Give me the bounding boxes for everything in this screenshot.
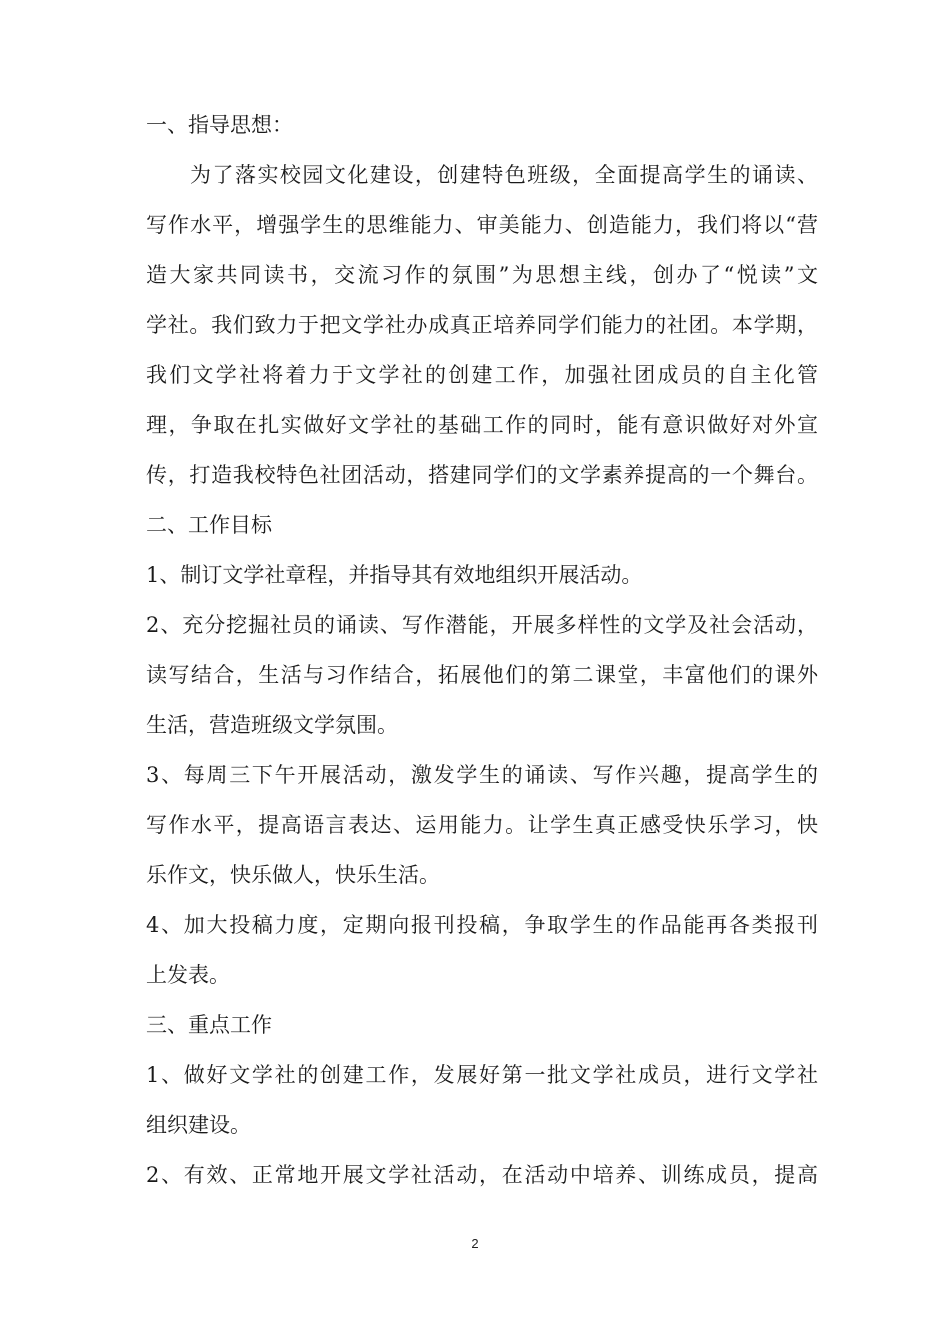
text-line: 读写结合，生活与习作结合，拓展他们的第二课堂，丰富他们的课外 [146,663,818,687]
text-line: 理，争取在扎实做好文学社的基础工作的同时，能有意识做好对外宣 [146,413,818,437]
text-line: 2、充分挖掘社员的诵读、写作潜能，开展多样性的文学及社会活动， [146,613,818,637]
text-line: 写作水平，增强学生的思维能力、审美能力、创造能力，我们将以“营 [146,213,818,237]
text-line: 生活，营造班级文学氛围。 [146,713,398,737]
text-line: 为了落实校园文化建设，创建特色班级，全面提高学生的诵读、 [190,163,818,187]
text-line: 传，打造我校特色社团活动，搭建同学们的文学素养提高的一个舞台。 [146,463,818,487]
text-line: 1、做好文学社的创建工作，发展好第一批文学社成员，进行文学社 [146,1063,818,1087]
text-line: 我们文学社将着力于文学社的创建工作，加强社团成员的自主化管 [146,363,818,387]
text-line: 造大家共同读书，交流习作的氛围”为思想主线，创办了“悦读”文 [146,263,818,287]
text-line: 2、有效、正常地开展文学社活动，在活动中培养、训练成员，提高 [146,1163,818,1187]
text-line: 三、重点工作 [146,1013,272,1037]
text-line: 上发表。 [146,963,230,987]
text-line: 二、工作目标 [146,513,272,537]
text-line: 4、加大投稿力度，定期向报刊投稿，争取学生的作品能再各类报刊 [146,913,818,937]
text-line: 学社。我们致力于把文学社办成真正培养同学们能力的社团。本学期， [146,313,818,337]
text-line: 写作水平，提高语言表达、运用能力。让学生真正感受快乐学习，快 [146,813,818,837]
document-body [146,100,818,1200]
text-line: 一、指导思想： [146,113,293,137]
page-number: 2 [471,1236,479,1251]
text-line: 3、每周三下午开展活动，激发学生的诵读、写作兴趣，提高学生的 [146,763,818,787]
text-line: 乐作文，快乐做人，快乐生活。 [146,863,440,887]
text-line: 1、制订文学社章程，并指导其有效地组织开展活动。 [146,563,643,587]
text-line: 组织建设。 [146,1113,251,1137]
